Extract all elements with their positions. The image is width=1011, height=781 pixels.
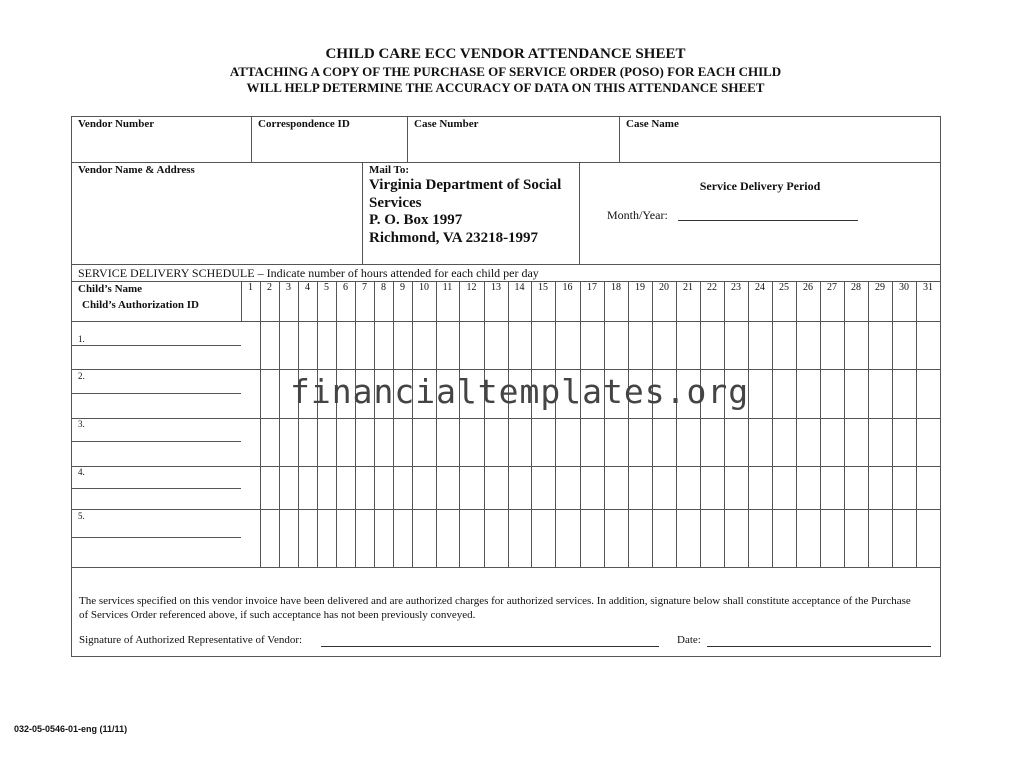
table-border-bottom (71, 656, 941, 657)
day-column-line (393, 281, 394, 567)
divider (71, 264, 941, 265)
row-divider (71, 418, 941, 419)
child-row-number: 3. (78, 419, 85, 429)
day-column-line (412, 281, 413, 567)
day-header-20: 20 (659, 282, 669, 293)
divider (71, 162, 941, 163)
day-column-line (844, 281, 845, 567)
day-column-line (604, 281, 605, 567)
schedule-heading: SERVICE DELIVERY SCHEDULE – Indicate number of hours attended for each child per day (78, 266, 539, 280)
day-column-line (868, 281, 869, 567)
day-header-23: 23 (731, 282, 741, 293)
row-divider (71, 466, 941, 467)
day-column-line (508, 281, 509, 567)
day-header-3: 3 (286, 282, 291, 293)
day-column-line (484, 281, 485, 567)
child-name-underline (71, 441, 241, 442)
schedule-bottom-border (71, 567, 941, 568)
day-header-28: 28 (851, 282, 861, 293)
day-header-7: 7 (362, 282, 367, 293)
divider (407, 116, 408, 163)
day-column-line (279, 281, 280, 567)
day-column-line (298, 281, 299, 567)
day-column-line (555, 281, 556, 567)
day-column-line (260, 321, 261, 567)
row-divider (71, 369, 941, 370)
child-row-number: 4. (78, 467, 85, 477)
day-column-line (336, 281, 337, 567)
watermark: financialtemplates.org (290, 372, 750, 411)
child-name-underline (71, 393, 241, 394)
day-column-line (748, 281, 749, 567)
month-year-label: Month/Year: (607, 208, 668, 222)
mail-address-line: Richmond, VA 23218-1997 (369, 229, 539, 246)
form-subtitle-line-2: WILL HELP DETERMINE THE ACCURACY OF DATA ON THIS ATTENDANCE SHEET (246, 80, 765, 95)
case-name-label: Case Name (626, 118, 679, 130)
day-header-24: 24 (755, 282, 765, 293)
child-name-underline (71, 537, 241, 538)
child-row-number: 2. (78, 371, 85, 381)
day-header-13: 13 (491, 282, 501, 293)
day-column-line (796, 281, 797, 567)
day-column-line (892, 281, 893, 567)
day-header-1: 1 (248, 282, 253, 293)
day-header-30: 30 (899, 282, 909, 293)
day-header-22: 22 (707, 282, 717, 293)
case-number-label: Case Number (414, 118, 479, 130)
day-column-line (820, 281, 821, 567)
day-column-line (580, 281, 581, 567)
mail-to-label: Mail To: (369, 164, 410, 176)
day-column-line (355, 281, 356, 567)
vendor-number-label: Vendor Number (78, 118, 155, 130)
day-header-19: 19 (635, 282, 645, 293)
day-header-16: 16 (562, 282, 573, 293)
day-column-line (628, 281, 629, 567)
day-column-line (916, 281, 917, 567)
form-title: CHILD CARE ECC VENDOR ATTENDANCE SHEET (325, 46, 686, 62)
correspondence-id-label: Correspondence ID (258, 118, 350, 130)
table-border-left (71, 116, 72, 657)
day-header-17: 17 (587, 282, 597, 293)
day-header-10: 10 (419, 282, 429, 293)
day-header-4: 4 (305, 282, 310, 293)
day-header-21: 21 (683, 282, 693, 293)
day-column-line (374, 281, 375, 567)
day-column-line (700, 281, 701, 567)
mail-address-line: Virginia Department of Social (369, 177, 562, 193)
child-authorization-id-label: Child’s Authorization ID (82, 299, 199, 311)
form-number: 032-05-0546-01-eng (11/11) (14, 724, 128, 734)
row-divider (71, 509, 941, 510)
signature-label: Signature of Authorized Representative of Vendor: (79, 634, 303, 646)
form-subtitle-line-1: ATTACHING A COPY OF THE PURCHASE OF SERVICE ORDER (POSO) FOR EACH CHILD (229, 64, 782, 79)
mail-address-line: P. O. Box 1997 (369, 212, 463, 228)
day-column-line (531, 281, 532, 567)
divider (619, 116, 620, 163)
vendor-name-address-label: Vendor Name & Address (78, 164, 195, 176)
divider (579, 162, 580, 265)
row-divider (71, 321, 941, 322)
day-header-8: 8 (381, 282, 386, 293)
mail-address (369, 177, 561, 247)
day-header-5: 5 (324, 282, 329, 293)
signature-field[interactable] (321, 646, 659, 647)
date-label: Date: (677, 634, 701, 646)
day-column-line (459, 281, 460, 567)
table-border-top (71, 116, 941, 117)
day-header-14: 14 (514, 282, 525, 293)
date-field[interactable] (707, 646, 931, 647)
day-column-line (676, 281, 677, 567)
certification-statement: The services specified on this vendor invoice have been delivered and are authorized charges for authorized services. In addition, signature below shall constitute acceptance of the Purchase of Services Order referenced above, if such acceptance has not been previously conveyed. (79, 595, 911, 621)
day-header-6: 6 (343, 282, 348, 293)
day-header-29: 29 (875, 282, 885, 293)
day-header-26: 26 (803, 282, 813, 293)
day-column-line (652, 281, 653, 567)
childs-name-label: Child’s Name (78, 283, 143, 295)
day-header-31: 31 (923, 282, 933, 293)
day-header-9: 9 (400, 282, 405, 293)
day-column-line (436, 281, 437, 567)
child-name-underline (71, 488, 241, 489)
month-year-field[interactable] (678, 220, 858, 221)
day-column-line (772, 281, 773, 567)
day-header-2: 2 (267, 282, 272, 293)
day-column-line (724, 281, 725, 567)
divider (251, 116, 252, 163)
child-row-number: 5. (78, 511, 85, 521)
mail-address-line: Services (369, 194, 422, 211)
day-header-15: 15 (538, 282, 548, 293)
child-row-number: 1. (78, 334, 85, 344)
day-column-line (317, 281, 318, 567)
day-header-25: 25 (779, 282, 789, 293)
divider (362, 162, 363, 265)
day-header-12: 12 (466, 282, 477, 293)
child-name-underline (71, 345, 241, 346)
day-header-18: 18 (611, 282, 621, 293)
day-header-27: 27 (827, 282, 837, 293)
table-border-right (940, 116, 941, 657)
day-header-11: 11 (442, 282, 453, 293)
service-delivery-period-label: Service Delivery Period (699, 179, 821, 193)
